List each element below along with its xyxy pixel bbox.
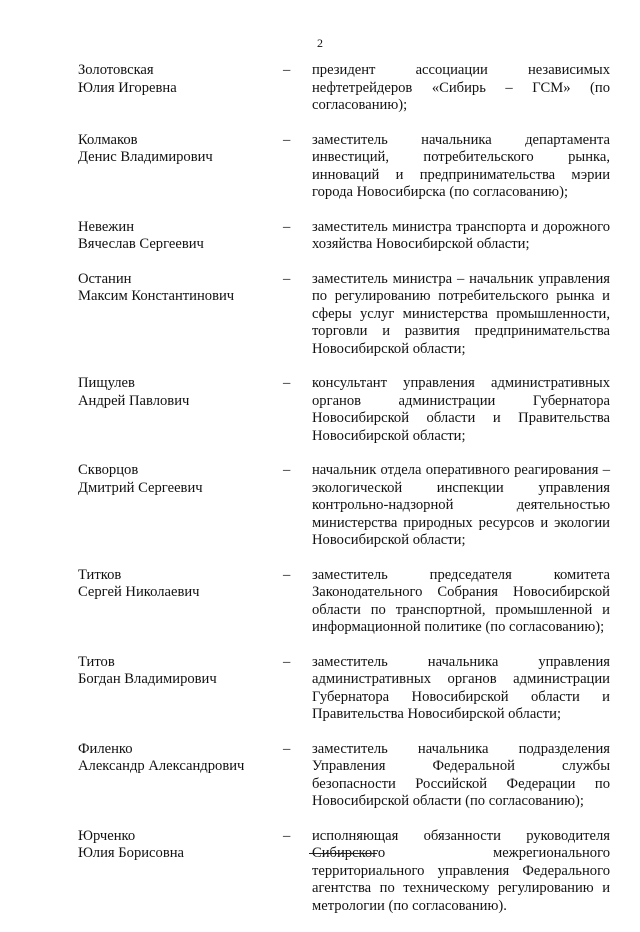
separator-dash: –	[283, 462, 291, 478]
member-position: заместитель начальника управления административных органов администрации Губернатора Новосибирской области и Правительства Новосибирской области;	[312, 653, 610, 722]
member-given-names: Максим Константинович	[78, 288, 235, 304]
member-name	[78, 219, 283, 254]
member-surname: Юрченко	[78, 827, 136, 844]
member-surname: Титков	[78, 566, 122, 583]
member-name	[78, 271, 283, 359]
member-surname: Колмаков	[78, 131, 138, 148]
separator-dash: –	[283, 131, 291, 148]
member-given-names: Денис Владимирович	[78, 149, 213, 165]
separator-dash: –	[283, 653, 291, 670]
member-name	[78, 132, 283, 202]
member-position: заместитель начальника департамента инвестиций, потребительского рынка, инноваций и предпринимательства мэрии города Новосибирска (по согласованию);	[312, 131, 610, 200]
separator-dash: –	[283, 62, 291, 78]
list-item	[78, 741, 610, 811]
member-position: консультант управления административных органов администрации Губернатора Новосибирской области и Правительства Новосибирской области;	[312, 375, 610, 444]
member-surname: Останин	[78, 270, 132, 287]
member-position: начальник отдела оперативного реагирования – экологической инспекции управления контрольно-надзорной деятельностью министерства природных ресурсов и экологии Новосибирской области;	[312, 462, 610, 548]
separator-dash: –	[283, 218, 291, 235]
member-position: заместитель министра транспорта и дорожного хозяйства Новосибирской области;	[312, 218, 610, 252]
list-item	[78, 375, 610, 445]
member-given-names: Богдан Владимирович	[78, 671, 217, 687]
member-given-names: Вячеслав Сергеевич	[78, 236, 204, 252]
list-item	[78, 132, 610, 202]
member-surname: Филенко	[78, 740, 133, 757]
list-item	[78, 219, 610, 254]
member-surname: Невежин	[78, 218, 135, 235]
separator-dash: –	[283, 270, 291, 287]
member-position: заместитель председателя комитета Законодательного Собрания Новосибирской области по транспортной, промышленной и информационной политике (по согласованию);	[312, 566, 610, 635]
member-given-names: Дмитрий Сергеевич	[78, 479, 203, 496]
member-surname: Скворцов	[78, 462, 139, 478]
member-name	[78, 375, 283, 445]
member-name	[78, 741, 283, 811]
member-given-names: Сергей Николаевич	[78, 584, 200, 600]
page-number: 2	[317, 36, 323, 50]
member-position: заместитель министра – начальник управления по регулированию потребительского рынка и сферы услуг министерства промышленности, торговли и развития предпринимательства Новосибирской области;	[312, 270, 610, 357]
list-item	[78, 654, 610, 724]
member-position: президент ассоциации независимых нефтетрейдеров «Сибирь – ГСМ» (по согласованию);	[312, 62, 610, 113]
member-surname: Пищулев	[78, 375, 135, 391]
list-item	[78, 828, 610, 916]
member-surname: Золотовская	[78, 62, 154, 78]
separator-dash: –	[283, 566, 291, 583]
member-name	[78, 567, 283, 637]
list-item	[78, 567, 610, 637]
list-item	[78, 271, 610, 359]
separator-dash: –	[283, 375, 291, 391]
member-surname: Титов	[78, 653, 115, 670]
member-position: заместитель начальника подразделения Управления Федеральной службы безопасности Российской Федерации по Новосибирской области (по согласованию);	[312, 740, 610, 809]
separator-dash: –	[283, 827, 291, 844]
member-given-names: Юлия Борисовна	[78, 845, 184, 861]
member-given-names: Александр Александрович	[78, 758, 245, 774]
member-given-names: Андрей Павлович	[78, 392, 190, 409]
member-name	[78, 62, 283, 115]
member-name	[78, 828, 283, 916]
member-list	[78, 62, 610, 932]
member-given-names: Юлия Игоревна	[78, 79, 177, 96]
list-item	[78, 462, 610, 550]
member-position: исполняющая обязанности руководителя Сибирского межрегионального территориального управления Федерального агентства по техническому регулированию и метрологии (по согласованию).	[312, 827, 610, 914]
member-name	[78, 654, 283, 724]
end-rule	[309, 853, 377, 854]
member-name	[78, 462, 283, 550]
separator-dash: –	[283, 740, 291, 757]
list-item	[78, 62, 610, 115]
